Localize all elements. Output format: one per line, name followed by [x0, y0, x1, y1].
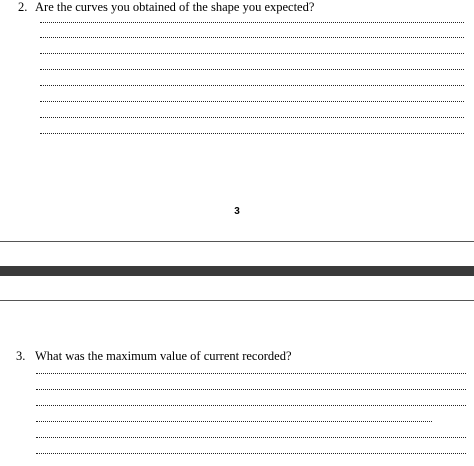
page-bottom-border: [0, 241, 474, 242]
answer-line[interactable]: [40, 22, 464, 23]
answer-line[interactable]: [36, 437, 466, 438]
page-number: 3: [234, 206, 240, 217]
question-number: 2.: [18, 0, 28, 14]
answer-line[interactable]: [36, 453, 466, 454]
page-top-border: [0, 300, 474, 301]
answer-line[interactable]: [40, 69, 464, 70]
answer-line[interactable]: [36, 373, 466, 374]
answer-line[interactable]: [36, 389, 466, 390]
answer-line[interactable]: [40, 101, 464, 102]
question-3: [16, 349, 292, 363]
answer-line[interactable]: [40, 53, 464, 54]
question-text: Are the curves you obtained of the shape you expected?: [35, 0, 315, 14]
answer-line[interactable]: [40, 133, 464, 134]
answer-line[interactable]: [40, 37, 464, 38]
answer-line[interactable]: [40, 117, 464, 118]
question-2: [18, 0, 314, 14]
answer-line[interactable]: [36, 421, 432, 422]
question-text: What was the maximum value of current recorded?: [35, 349, 292, 363]
answer-line[interactable]: [40, 85, 464, 86]
question-number: 3.: [16, 349, 26, 363]
answer-line[interactable]: [36, 405, 466, 406]
page-separator: [0, 266, 474, 276]
